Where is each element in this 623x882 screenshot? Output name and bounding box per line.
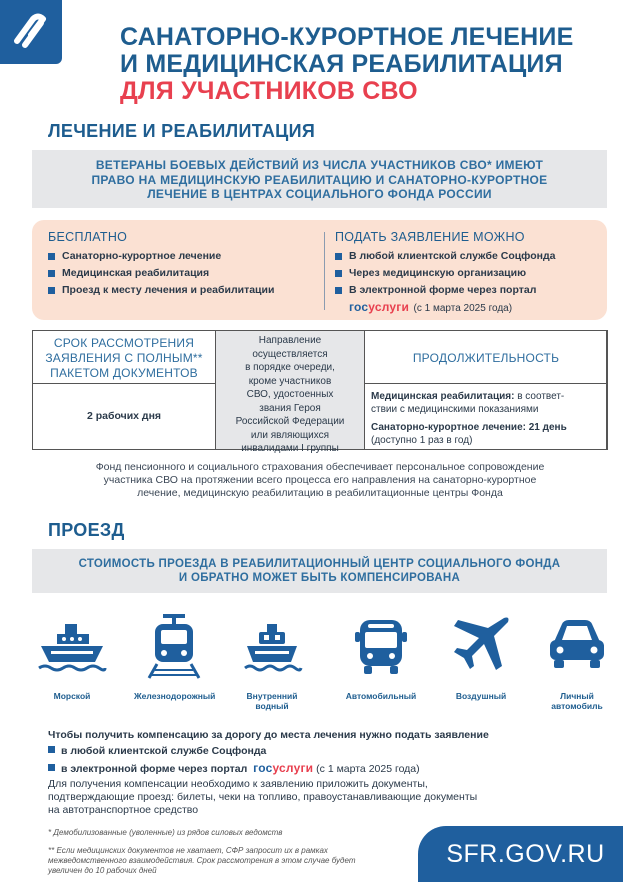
rehab-duration: Медицинская реабилитация: в соответ- <box>371 391 565 402</box>
term-header-line: ЗАЯВЛЕНИЯ С ПОЛНЫМ** <box>45 351 203 365</box>
column-divider <box>324 232 325 310</box>
footnote-2-line: увеличен до 10 рабочих дней <box>48 866 157 875</box>
treatment-banner-line-2: ПРАВО НА МЕДИЦИНСКУЮ РЕАБИЛИТАЦИЮ И САНАТОРНО-КУРОРТНОЕ <box>91 172 548 187</box>
bullet-square <box>48 746 55 753</box>
train-icon <box>139 610 209 680</box>
gosuslugi-logo[interactable]: госуслуги <box>253 761 314 775</box>
sfr-logo <box>0 0 62 64</box>
support-line: лечение, медицинскую реабилитацию в реабилитационные центры Фонда <box>137 487 503 499</box>
treatment-banner-line-3: ЛЕЧЕНИЕ В ЦЕНТРАХ СОЦИАЛЬНОГО ФОНДА РОССИИ <box>147 187 492 201</box>
queue-note-cell <box>215 330 365 454</box>
free-item: Медицинская реабилитация <box>48 267 274 279</box>
transport-river <box>232 610 312 711</box>
term-header-line: ПАКЕТОМ ДОКУМЕНТОВ <box>50 366 198 380</box>
transport-label: Железнодорожный <box>134 691 216 701</box>
compensation-option-2: в электронной форме через портал госуслуги (с 1 марта 2025 года) <box>48 761 420 775</box>
footnote-2-line: ** Если медицинских документов не хватает, СФР запросит их в рамках <box>48 846 328 855</box>
apply-item: Через медицинскую организацию <box>335 267 556 279</box>
bullet-square <box>48 764 55 771</box>
travel-banner <box>32 549 607 593</box>
spa-duration-note: (доступно 1 раз в год) <box>371 435 473 446</box>
support-paragraph <box>40 461 600 500</box>
duration-header-cell: ПРОДОЛЖИТЕЛЬНОСТЬ <box>364 330 608 384</box>
travel-banner-line: СТОИМОСТЬ ПРОЕЗДА В РЕАБИЛИТАЦИОННЫЙ ЦЕНТР СОЦИАЛЬНОГО ФОНДА <box>78 558 561 570</box>
treatment-banner-line-1: ВЕТЕРАНЫ БОЕВЫХ ДЕЙСТВИЙ ИЗ ЧИСЛА УЧАСТНИКОВ СВО* ИМЕЮТ <box>95 158 544 172</box>
free-title: БЕСПЛАТНО <box>48 230 128 244</box>
transport-air <box>441 610 521 701</box>
queue-note-line: в порядке очереди, <box>245 362 335 373</box>
queue-note-line: инвалидами I группы <box>241 443 339 454</box>
footnote-2-line: межведомственного взаимодействия. Срок рассмотрения в этом случае будет <box>48 856 356 865</box>
bus-icon <box>346 610 416 680</box>
rehab-duration-cont: ствии с медицинскими показаниями <box>371 404 539 415</box>
queue-note-line: или являющихся <box>250 429 330 441</box>
transport-rail <box>134 610 214 701</box>
transport-car <box>537 610 617 711</box>
title-line-3: ДЛЯ УЧАСТНИКОВ СВО <box>120 77 418 105</box>
queue-note-line: Российской Федерации <box>235 416 345 427</box>
apply-item: В электронной форме через портал <box>335 284 556 296</box>
free-item: Проезд к месту лечения и реабилитации <box>48 284 274 296</box>
free-item: Санаторно-курортное лечение <box>48 250 274 262</box>
page-title <box>120 24 610 105</box>
term-value-cell: 2 рабочих дня <box>32 383 216 450</box>
website-link[interactable]: SFR.GOV.RU <box>418 826 623 882</box>
travel-banner-line: И ОБРАТНО МОЖЕТ БЫТЬ КОМПЕНСИРОВАНА <box>178 572 461 584</box>
documents-line: подтверждающие проезд: билеты, чеки на топливо, правоустанавливающие документы <box>48 791 478 803</box>
spa-duration: Санаторно-курортное лечение: 21 день <box>371 422 567 433</box>
transport-road <box>341 610 421 701</box>
free-column <box>48 230 274 301</box>
queue-note-line: осуществляется <box>252 348 328 360</box>
documents-line: на автотранспортное средство <box>48 804 199 816</box>
treatment-banner <box>32 150 607 208</box>
transport-label: Воздушный <box>455 691 507 701</box>
compensation-instruction: Чтобы получить компенсацию за дорогу до места лечения нужно подать заявление <box>48 729 489 741</box>
gosuslugi-date-note: (с 1 марта 2025 года) <box>413 303 513 314</box>
treatment-heading: ЛЕЧЕНИЕ И РЕАБИЛИТАЦИЯ <box>48 121 316 141</box>
compensation-option-1: в любой клиентской службе Соцфонда <box>48 745 266 757</box>
apply-column <box>335 230 556 316</box>
footnote-2 <box>48 846 356 876</box>
title-line-2: И МЕДИЦИНСКАЯ РЕАБИЛИТАЦИЯ <box>120 50 563 78</box>
support-line: участника СВО на протяжении всего процесса его направления на санаторно-курортное <box>103 474 537 486</box>
info-table <box>32 330 607 454</box>
benefits-box <box>32 220 607 320</box>
documents-paragraph <box>48 778 477 817</box>
transport-label: Внутренний водный <box>246 691 298 711</box>
gosuslugi-logo[interactable]: госуслуги <box>349 300 410 314</box>
term-header-line: СРОК РАССМОТРЕНИЯ <box>53 336 195 350</box>
car-icon <box>542 610 612 680</box>
transport-label: Автомобильный <box>345 691 417 701</box>
apply-title: ПОДАТЬ ЗАЯВЛЕНИЕ МОЖНО <box>335 230 525 244</box>
airplane-icon <box>446 610 516 680</box>
support-line: Фонд пенсионного и социального страхования обеспечивает персональное сопровождение <box>95 461 545 473</box>
transport-label: Личный автомобиль <box>551 691 603 711</box>
gosuslugi-date-note: (с 1 марта 2025 года) <box>316 763 420 775</box>
documents-line: Для получения компенсации необходимо к заявлению приложить документы, <box>48 778 428 790</box>
queue-note-line: Направление <box>258 335 322 346</box>
queue-note-line: звания Героя <box>259 402 321 414</box>
queue-note-line: кроме участников <box>248 375 332 387</box>
apply-item: В любой клиентской службе Соцфонда <box>335 250 556 262</box>
sfr-logo-icon <box>11 11 51 51</box>
ship-icon <box>37 610 107 680</box>
boat-icon <box>237 610 307 680</box>
gosuslugi-line <box>335 298 556 316</box>
duration-value-cell <box>364 383 608 450</box>
queue-note-line: СВО, удостоенных <box>246 389 334 400</box>
term-header-cell <box>32 330 216 384</box>
title-line-1: САНАТОРНО-КУРОРТНОЕ ЛЕЧЕНИЕ <box>120 23 574 51</box>
travel-heading: ПРОЕЗД <box>48 520 125 540</box>
footnote-1: * Демобилизованные (уволенные) из рядов силовых ведомств <box>48 828 283 837</box>
transport-label: Морской <box>53 691 91 701</box>
transport-sea <box>32 610 112 701</box>
